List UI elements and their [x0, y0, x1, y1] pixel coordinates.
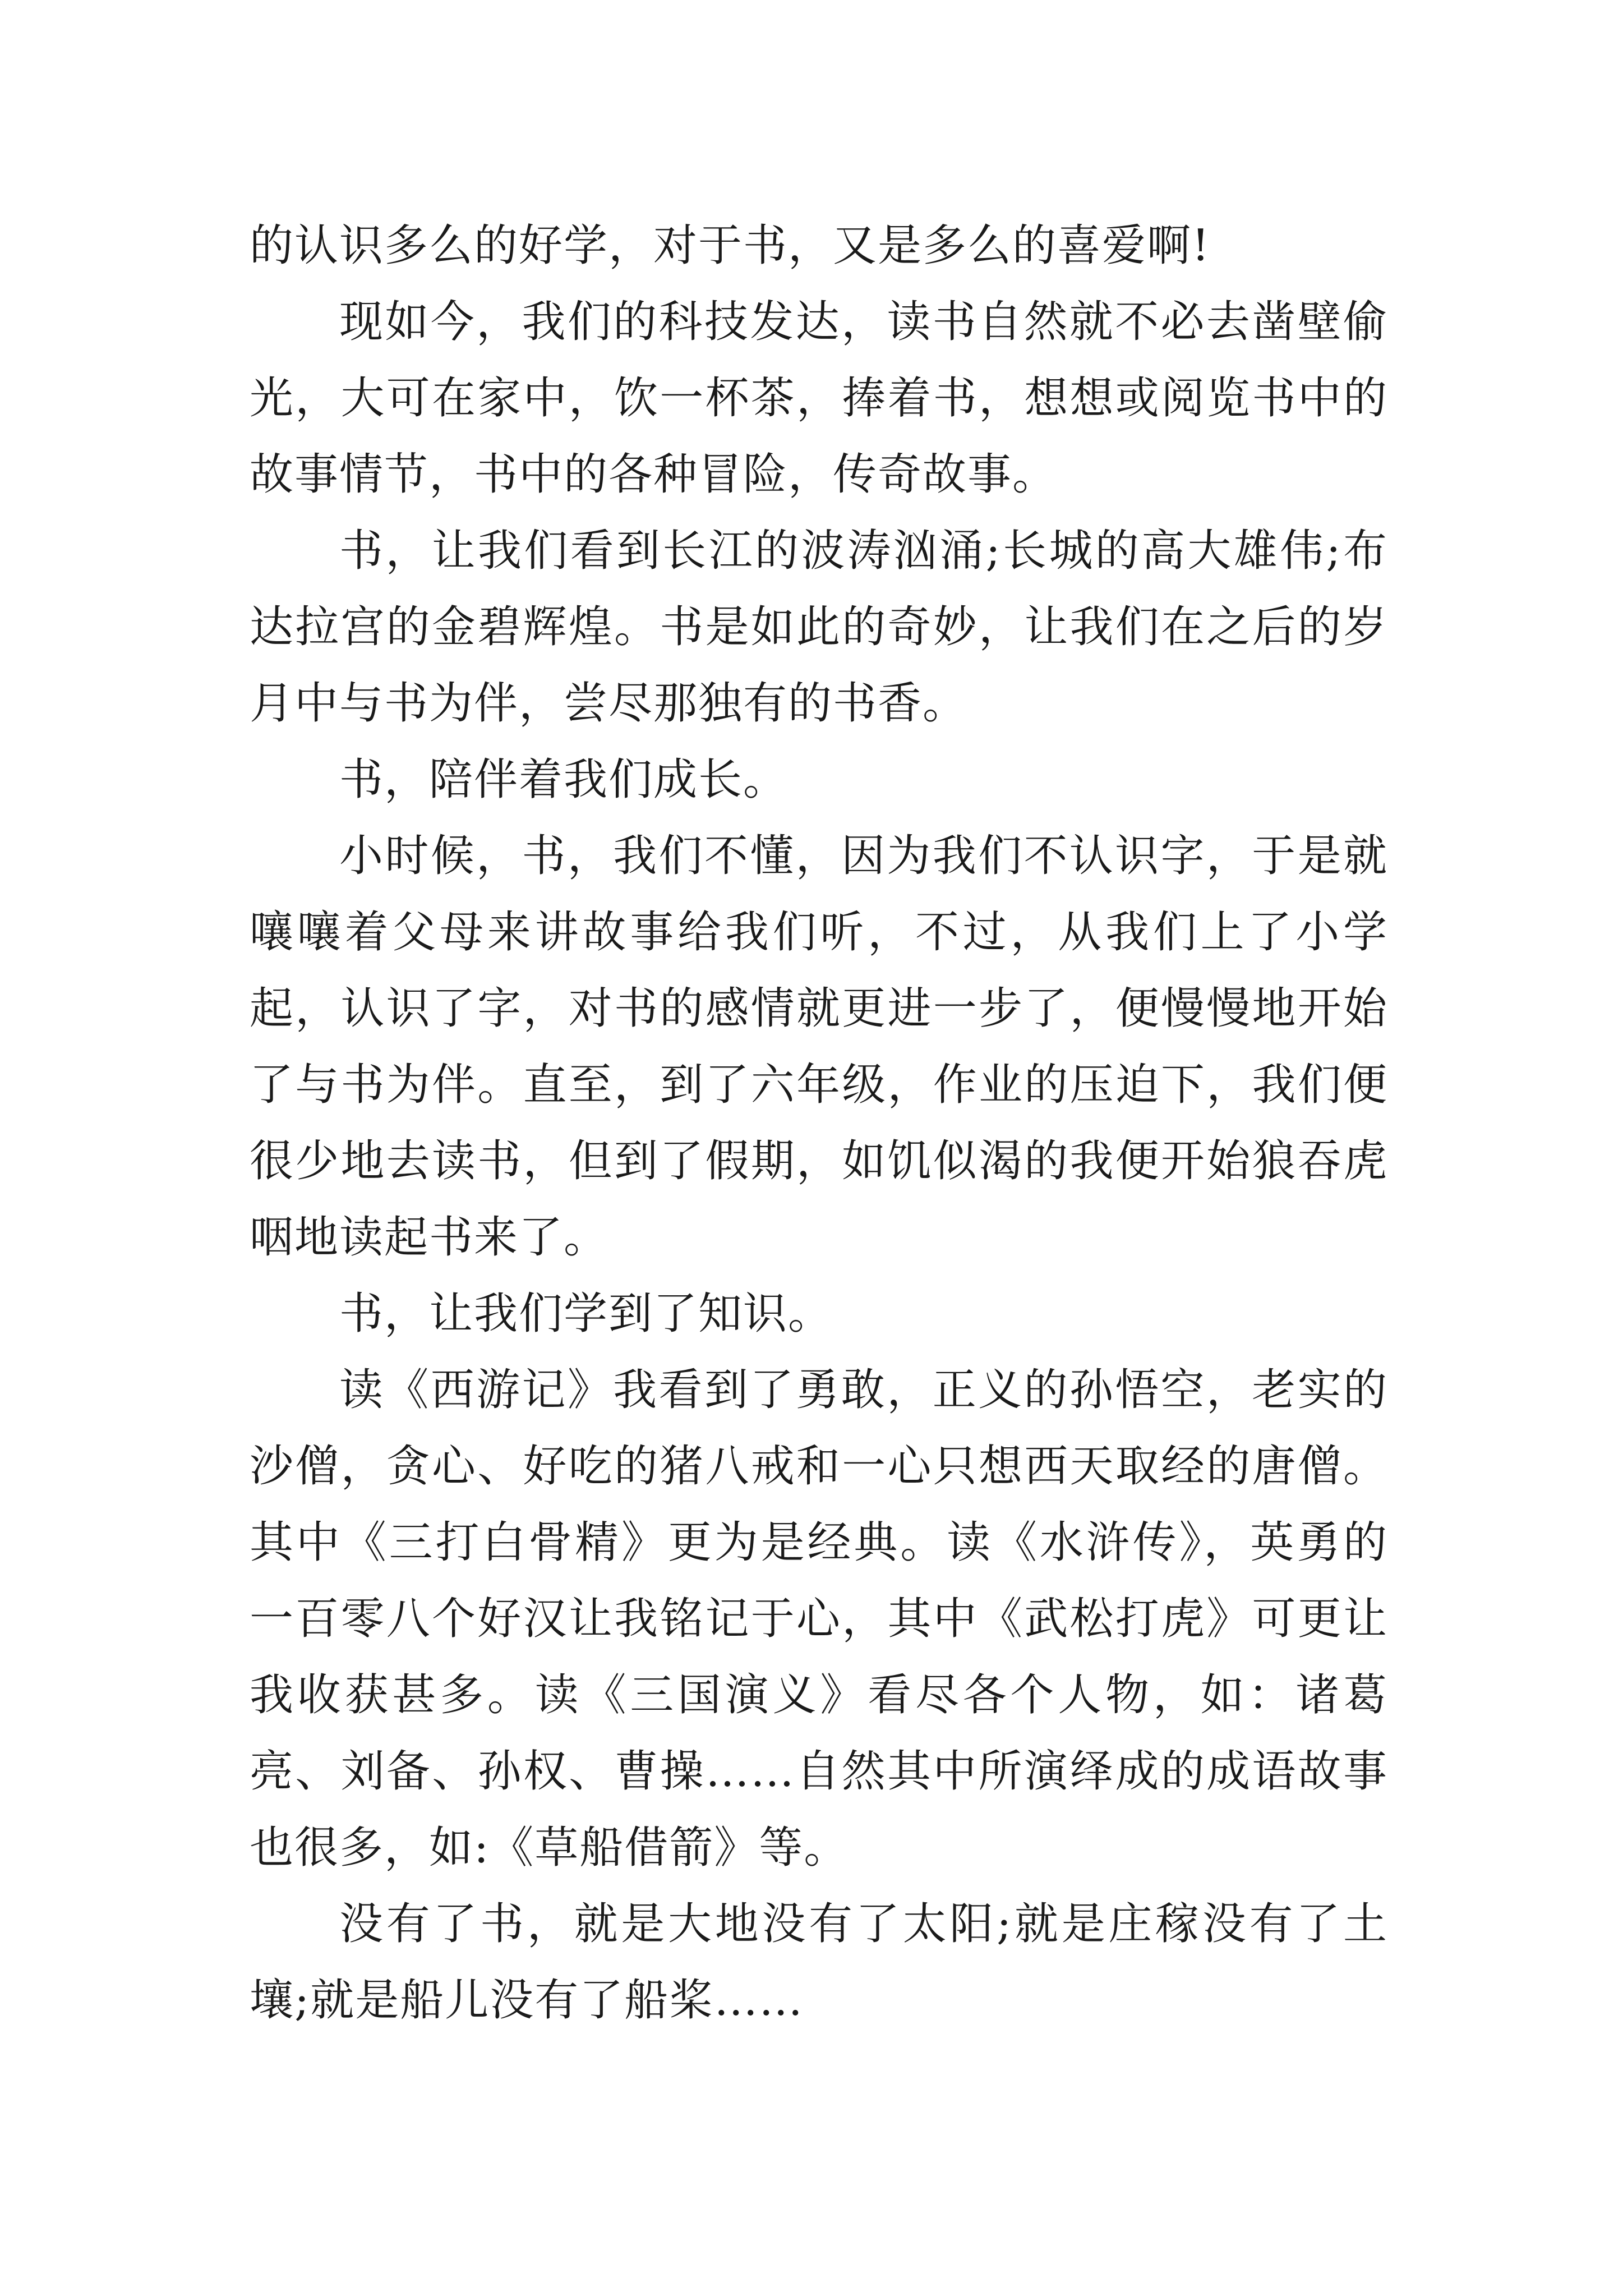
paragraph-continuation: 的认识多么的好学，对于书，又是多么的喜爱啊!	[250, 220, 1211, 271]
paragraph-scenery: 书，让我们看到长江的波涛汹涌;长城的高大雄伟;布达拉宫的金碧辉煌。书是如此的奇妙，让我们在之后的岁月中与书为伴，尝尽那独有的书香。	[250, 526, 1388, 729]
paragraph-childhood: 小时候，书，我们不懂，因为我们不认识字，于是就嚷嚷着父母来讲故事给我们听，不过，从我们上了小学起，认识了字，对书的感情就更进一步了，便慢慢地开始了与书为伴。直至，到了六年级，作业的压迫下，我们便很少地去读书，但到了假期，如饥似渴的我便开始狼吞虎咽地读起书来了。	[250, 831, 1388, 1263]
paragraph-classics: 读《西游记》我看到了勇敢，正义的孙悟空，老实的沙僧，贪心、好吃的猪八戒和一心只想西天取经的唐僧。其中《三打白骨精》更为是经典。读《水浒传》，英勇的一百零八个好汉让我铭记于心，其中《武松打虎》可更让我收获甚多。读《三国演义》看尽各个人物，如：诸葛亮、刘备、孙权、曹操……自然其中所演绎成的成语故事也很多，如:《草船借箭》等。	[250, 1365, 1388, 1873]
paragraph-conclusion: 没有了书，就是大地没有了太阳;就是庄稼没有了土壤;就是船儿没有了船桨……	[250, 1899, 1388, 2026]
paragraph-knowledge-heading: 书，让我们学到了知识。	[339, 1289, 833, 1339]
body-text	[250, 208, 1388, 2039]
paragraph-growth-heading: 书，陪伴着我们成长。	[339, 754, 789, 805]
paragraph-technology: 现如今，我们的科技发达，读书自然就不必去凿壁偷光，大可在家中，饮一杯茶，捧着书，想想或阅览书中的故事情节，书中的各种冒险，传奇故事。	[250, 297, 1388, 500]
